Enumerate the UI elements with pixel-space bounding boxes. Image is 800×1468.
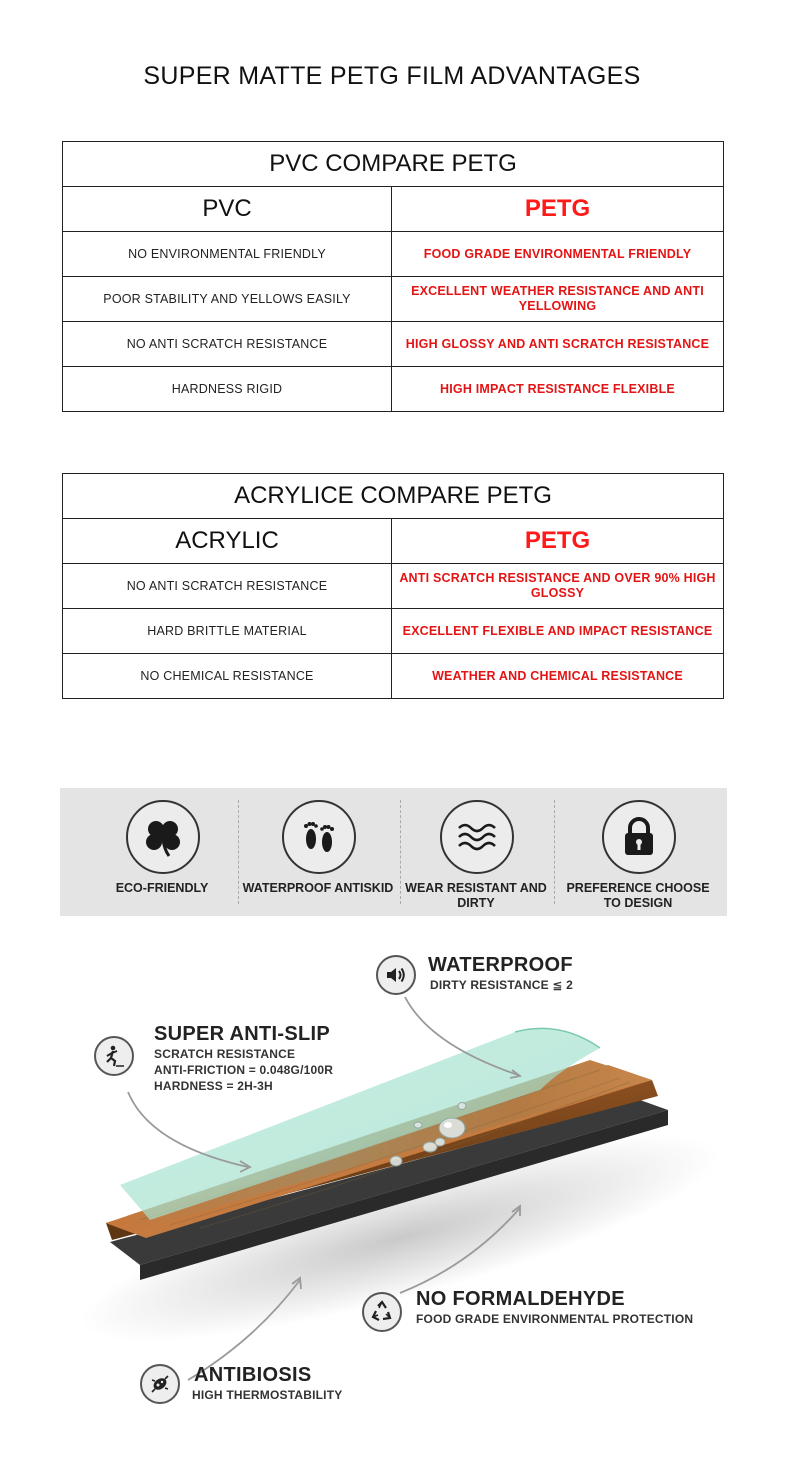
feature-label: WEAR RESISTANT AND DIRTY — [405, 881, 547, 910]
acrylic-compare-table — [62, 473, 724, 699]
pvc-header-left: PVC — [63, 187, 392, 232]
page-title: SUPER MATTE PETG FILM ADVANTAGES — [143, 62, 641, 90]
waves-icon — [440, 800, 514, 874]
bacteria-icon — [140, 1364, 180, 1404]
callout-title: WATERPROOF — [428, 954, 573, 976]
table-row — [63, 322, 724, 367]
table-row — [63, 232, 724, 277]
feature-label: PREFERENCE CHOOSE TO DESIGN — [566, 881, 710, 910]
feature-band — [60, 788, 727, 916]
footprints-icon — [282, 800, 356, 874]
callout-text: FOOD GRADE ENVIRONMENTAL PROTECTION — [416, 1312, 694, 1326]
pvc-cell-right: EXCELLENT WEATHER RESISTANCE AND ANTI YELLOWING — [392, 277, 724, 322]
pvc-cell-right: FOOD GRADE ENVIRONMENTAL FRIENDLY — [392, 232, 724, 277]
acrylic-cell-left: HARD BRITTLE MATERIAL — [63, 609, 392, 654]
callout-text: ANTI-FRICTION = 0.048G/100R — [154, 1063, 334, 1077]
acrylic-table-title: ACRYLICE COMPARE PETG — [63, 474, 724, 519]
acrylic-cell-left: NO ANTI SCRATCH RESISTANCE — [63, 564, 392, 609]
feature-preference-design — [558, 788, 718, 916]
callout-title: NO FORMALDEHYDE — [416, 1288, 625, 1310]
product-illustration — [0, 920, 800, 1468]
callout-title: ANTIBIOSIS — [194, 1364, 312, 1386]
slip-person-icon — [94, 1036, 134, 1076]
pvc-cell-left: NO ENVIRONMENTAL FRIENDLY — [63, 232, 392, 277]
feature-divider — [554, 800, 555, 904]
lock-icon — [602, 800, 676, 874]
table-row — [63, 564, 724, 609]
acrylic-cell-left: NO CHEMICAL RESISTANCE — [63, 654, 392, 699]
pvc-cell-right: HIGH GLOSSY AND ANTI SCRATCH RESISTANCE — [392, 322, 724, 367]
feature-waterproof-antiskid — [238, 788, 398, 916]
speaker-icon — [376, 955, 416, 995]
callout-text: HIGH THERMOSTABILITY — [192, 1388, 343, 1402]
pvc-header-right: PETG — [392, 187, 724, 232]
acrylic-cell-right: EXCELLENT FLEXIBLE AND IMPACT RESISTANCE — [392, 609, 724, 654]
callout-text: DIRTY RESISTANCE ≦ 2 — [430, 978, 573, 992]
acrylic-cell-right: ANTI SCRATCH RESISTANCE AND OVER 90% HIGH GLOSSY — [392, 564, 724, 609]
pvc-cell-left: NO ANTI SCRATCH RESISTANCE — [63, 322, 392, 367]
acrylic-header-left: ACRYLIC — [63, 519, 392, 564]
callout-title: SUPER ANTI-SLIP — [154, 1023, 330, 1045]
feature-wear-resistant — [396, 788, 556, 916]
callout-text: HARDNESS = 2H-3H — [154, 1079, 273, 1093]
table-row — [63, 277, 724, 322]
table-row — [63, 609, 724, 654]
table-row — [63, 367, 724, 412]
pvc-cell-right: HIGH IMPACT RESISTANCE FLEXIBLE — [392, 367, 724, 412]
pvc-cell-left: POOR STABILITY AND YELLOWS EASILY — [63, 277, 392, 322]
table-row — [63, 654, 724, 699]
recycle-icon — [362, 1292, 402, 1332]
pvc-table-title: PVC COMPARE PETG — [63, 142, 724, 187]
pvc-cell-left: HARDNESS RIGID — [63, 367, 392, 412]
feature-label: WATERPROOF ANTISKID — [242, 881, 394, 895]
flooring-board-graphic — [0, 920, 800, 1468]
pvc-compare-table — [62, 141, 724, 412]
feature-label: ECO-FRIENDLY — [115, 881, 209, 895]
acrylic-cell-right: WEATHER AND CHEMICAL RESISTANCE — [392, 654, 724, 699]
callout-text: SCRATCH RESISTANCE — [154, 1047, 296, 1061]
clover-icon — [126, 800, 200, 874]
acrylic-header-right: PETG — [392, 519, 724, 564]
feature-eco-friendly — [82, 788, 242, 916]
